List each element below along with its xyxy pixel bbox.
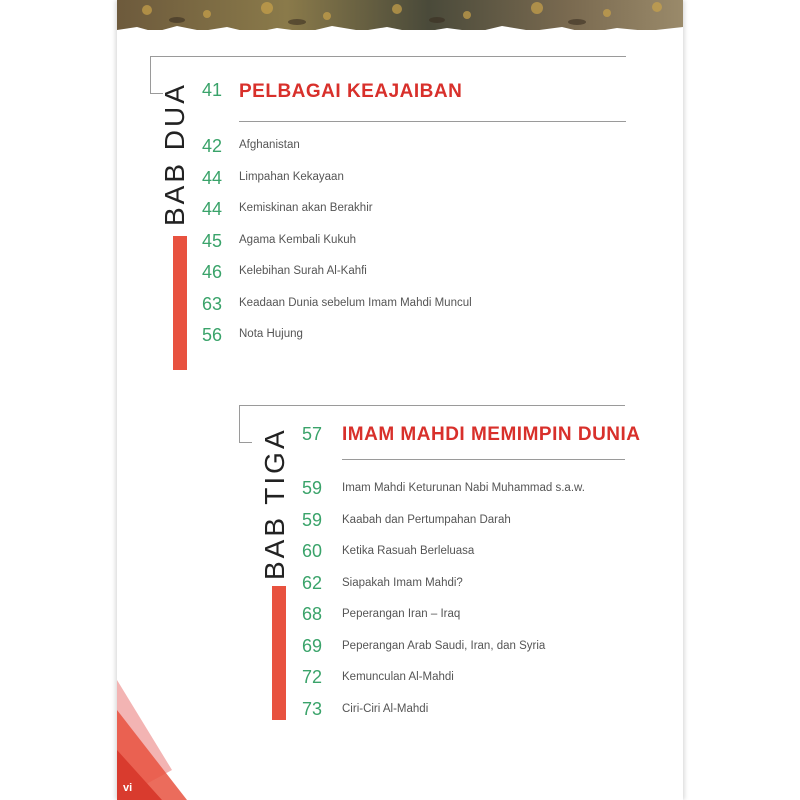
bab-tiga-heading-rule xyxy=(342,459,625,460)
toc-item: Nota Hujung xyxy=(239,328,303,340)
toc-number: 68 xyxy=(302,604,323,624)
toc-item: Imam Mahdi Keturunan Nabi Muhammad s.a.w. xyxy=(342,482,585,494)
toc-item: Agama Kembali Kukuh xyxy=(239,234,356,246)
bab-dua-heading-rule xyxy=(239,121,626,122)
bab-tiga-heading: IMAM MAHDI MEMIMPIN DUNIA xyxy=(342,424,641,445)
toc-item: Peperangan Arab Saudi, Iran, dan Syria xyxy=(342,640,546,652)
toc-number: 45 xyxy=(202,231,223,251)
toc-number: 69 xyxy=(302,636,323,656)
toc-number: 56 xyxy=(202,325,223,345)
toc-number: 60 xyxy=(302,541,323,561)
toc-number: 46 xyxy=(202,262,223,282)
toc-item: Kemunculan Al-Mahdi xyxy=(342,671,454,683)
bab-tiga-bracket xyxy=(239,405,252,443)
toc-item: Ciri-Ciri Al-Mahdi xyxy=(342,703,429,715)
toc-number: 44 xyxy=(202,199,223,219)
toc-item: Ketika Rasuah Berleluasa xyxy=(342,545,475,557)
bab-dua-accent-bar xyxy=(173,236,187,370)
toc-number: 44 xyxy=(202,168,223,188)
bab-tiga-accent-bar xyxy=(272,586,286,720)
page-number: vi xyxy=(123,782,133,794)
bab-tiga-heading-number: 57 xyxy=(302,424,323,444)
bab-dua-top-rule xyxy=(150,56,626,57)
toc-item: Kaabah dan Pertumpahan Darah xyxy=(342,514,511,526)
toc-item: Kelebihan Surah Al-Kahfi xyxy=(239,265,367,277)
toc-number: 72 xyxy=(302,667,323,687)
bab-tiga-top-rule xyxy=(239,405,625,406)
decorative-banner xyxy=(117,0,683,40)
toc-item: Siapakah Imam Mahdi? xyxy=(342,577,463,589)
bab-tiga-label: BAB TIGA xyxy=(259,427,290,580)
toc-item: Limpahan Kekayaan xyxy=(239,171,344,183)
toc-item: Kemiskinan akan Berakhir xyxy=(239,202,373,214)
toc-number: 59 xyxy=(302,510,323,530)
toc-number: 59 xyxy=(302,478,323,498)
bab-dua-heading: PELBAGAI KEAJAIBAN xyxy=(239,81,463,102)
toc-number: 63 xyxy=(202,294,223,314)
toc-number: 42 xyxy=(202,136,223,156)
toc-number: 73 xyxy=(302,699,323,719)
toc-number: 62 xyxy=(302,573,323,593)
bab-dua-heading-number: 41 xyxy=(202,80,223,100)
book-page xyxy=(117,0,683,800)
toc-item: Keadaan Dunia sebelum Imam Mahdi Muncul xyxy=(239,297,472,309)
bab-dua-label: BAB DUA xyxy=(159,82,190,226)
toc-item: Afghanistan xyxy=(239,139,300,151)
toc-item: Peperangan Iran – Iraq xyxy=(342,608,461,620)
